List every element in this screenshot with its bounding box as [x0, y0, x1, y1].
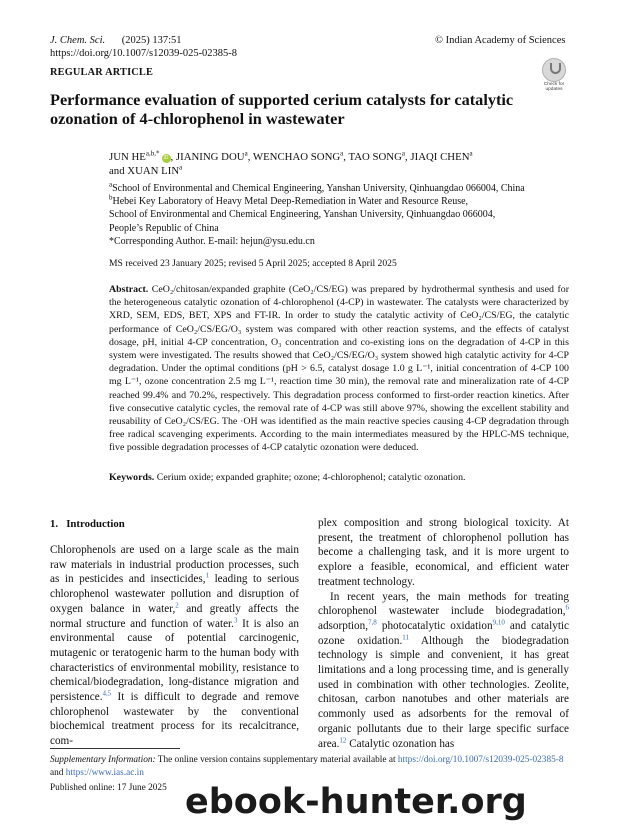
author: , TAO SONG: [343, 151, 402, 163]
keywords-label: Keywords.: [109, 472, 155, 483]
article-title: Performance evaluation of supported cerium catalysts for catalytic ozonation of 4-chlorophenol in wastewater: [50, 90, 514, 128]
check-for-updates-badge[interactable]: [539, 58, 569, 92]
article-type: REGULAR ARTICLE: [50, 67, 154, 78]
author: and XUAN LIN: [109, 165, 180, 177]
doi-link[interactable]: https://doi.org/10.1007/s12039-025-02385-8: [50, 48, 238, 59]
section-heading: 1. Introduction: [50, 518, 125, 530]
text-run: In recent years, the main methods for treating chlorophenol wastewater include biodegradation,: [318, 590, 569, 618]
citation-link[interactable]: 4,5: [102, 689, 112, 698]
supp-link[interactable]: https://doi.org/10.1007/s12039-025-02385-8: [397, 755, 564, 765]
corresponding-author: *Corresponding Author. E-mail: hejun@ysu.edu.cn: [109, 235, 315, 247]
text-run: leading to serious chlorophenol wastewater pollution and disruption of oxygen balance in water,: [50, 573, 300, 615]
author: JUN HE: [109, 151, 146, 163]
affiliation-b-line2: School of Environmental and Chemical Engineering, Yanshan University, Qinhuangdao 066004,: [109, 209, 496, 221]
published-date: Published online: 17 June 2025: [50, 783, 167, 793]
affiliations: [109, 182, 579, 248]
author: , WENCHAO SONG: [247, 151, 341, 163]
text-run: Catalytic ozonation has: [346, 737, 455, 750]
citation-link[interactable]: 2: [175, 601, 179, 610]
text-run: It is also an environmental cause of potential carcinogenic, mutagenic or teratogenic harm to the human body with characteristics of environmental mobility, resistance to chemical/biodegradation, long-distance migration and persistence.: [50, 617, 299, 704]
text-run: and catalytic ozone oxidation.: [318, 619, 569, 647]
author: , JIAQI CHEN: [405, 151, 470, 163]
affiliation-b: Hebei Key Laboratory of Heavy Metal Deep-Remediation in Water and Resource Reuse,: [112, 196, 469, 208]
affiliation-b-line3: People’s Republic of China: [109, 222, 219, 234]
text-run: photocatalytic oxidation: [376, 619, 493, 632]
author-sup: a,b,*: [145, 149, 160, 158]
supp-and: and: [50, 767, 66, 778]
body-column-right: [318, 516, 569, 751]
journal-name: J. Chem. Sci.: [50, 35, 106, 46]
text-run: Although the biodegradation technology is simple and convenient, it has great limitations and a long processing time, and is generally used in combination with other technologies. Zeolite, chitosan, carbon nanotubes and other materials are commonly used as adsorbents for the removal of organic pollutants due to their large specific surface area.: [318, 634, 569, 750]
keywords: [109, 472, 569, 483]
citation-link[interactable]: 12: [339, 735, 347, 744]
citation-link[interactable]: 7,8: [368, 618, 377, 627]
text-run: Chlorophenols are used on a large scale as the main raw materials in industrial production processes, such as in pesticides and insecticides,: [50, 544, 299, 586]
paragraph: plex composition and strong biological toxicity. At present, the treatment of chlorophenol pollution has become a challenging task, and it is more urgent to explore a feasible, economical, and efficient water treatment technology.: [318, 517, 569, 588]
affiliation-sup: b: [109, 193, 113, 202]
citation-link[interactable]: 6: [565, 603, 569, 612]
paragraph: [50, 543, 299, 749]
manuscript-dates: MS received 23 January 2025; revised 5 April 2025; accepted 8 April 2025: [109, 258, 397, 269]
footnote-divider: [50, 748, 180, 749]
text-run: and greatly affects the normal structure and function of water.: [50, 602, 299, 630]
site-link[interactable]: https://www.ias.ac.in: [65, 767, 144, 778]
watermark: ebook-hunter.org: [185, 782, 527, 822]
author-sup: a: [401, 149, 406, 158]
supplementary-info: [50, 754, 570, 779]
abstract-label: Abstract.: [109, 284, 149, 295]
supp-label: Supplementary Information:: [50, 755, 156, 765]
paragraph: [318, 590, 569, 752]
abstract: [109, 283, 569, 455]
author: , JIANING DOU: [170, 151, 245, 163]
author-sup: a: [340, 149, 344, 158]
journal-volume: (2025) 137:51: [121, 35, 182, 46]
supp-text: The online version contains supplementary material available at: [155, 755, 398, 765]
text-run: It is difficult to degrade and remove chlorophenol wastewater by the conventional biochemical treatment process for its recalcitrance, com-: [50, 691, 299, 748]
author-sup: a: [179, 163, 183, 172]
citation-link[interactable]: 9,10: [492, 618, 505, 627]
author-sup: a: [469, 149, 473, 158]
copyright: © Indian Academy of Sciences: [435, 35, 566, 46]
abstract-text: CeO₂/chitosan/expanded graphite (CeO₂/CS/EG) was prepared by hydrothermal synthesis and used for the heterogeneous catalytic ozonation of 4-chlorophenol (4-CP) in wastewater. The catalysts were characterized by XRD, SEM, EDS, BET, XPS and FT-IR. In order to study the catalytic activity of CeO₂/CS/EG, the catalytic performance of CeO₂/CS/EG/O₃ system was compared with other reaction systems, and the effects of catalyst dosage, pH, initial 4-CP concentration, O₃ concentration and co-existing ions on the degradation of 4-CP in this system were investigated. The results showed that CeO₂/CS/EG/O₃ system showed high catalytic activity for 4-CP degradation. Under the optimal conditions (pH > 6.5, catalyst dosage 1.0 g L⁻¹, initial concentration of 4-CP 100 mg L⁻¹, ozone concentration 2.5 mg L⁻¹, reaction time 30 min), the removal rate and mineralization rate of 4-CP reached 99.4% and 70.2%, respectively. This degradation process conformed to first-order reaction kinetics. After five consecutive catalytic cycles, the removal rate of 4-CP was still above 97%, showing the excellent stability and reusability of CeO₂/CS/EG. The ·OH was identified as the main reactive species causing 4-CP degradation through free radical scavenging experiments. According to the main intermediates measured by the HPLC-MS technique, five possible degradation processes of 4-CP catalytic ozonation were deduced.: [109, 284, 569, 454]
text-run: adsorption,: [318, 619, 369, 632]
journal-citation: [50, 34, 182, 47]
affiliation-sup: a: [109, 180, 113, 189]
badge-line1: Check for: [543, 82, 565, 87]
badge-line2: updates: [545, 87, 563, 93]
keywords-text: Cerium oxide; expanded graphite; ozone; 4-chlorophenol; catalytic ozonation.: [156, 472, 466, 483]
citation-link[interactable]: 11: [402, 632, 410, 641]
citation-link[interactable]: 1: [205, 571, 210, 580]
citation-link[interactable]: 3: [233, 615, 238, 624]
body-column-left: [50, 543, 299, 749]
author-sup: a: [244, 149, 248, 158]
affiliation-a: School of Environmental and Chemical Engineering, Yanshan University, Qinhuangdao 066004, China: [112, 183, 525, 194]
bookmark-icon: [542, 58, 566, 82]
orcid-icon[interactable]: iD: [162, 154, 171, 163]
author-list: [109, 150, 559, 178]
